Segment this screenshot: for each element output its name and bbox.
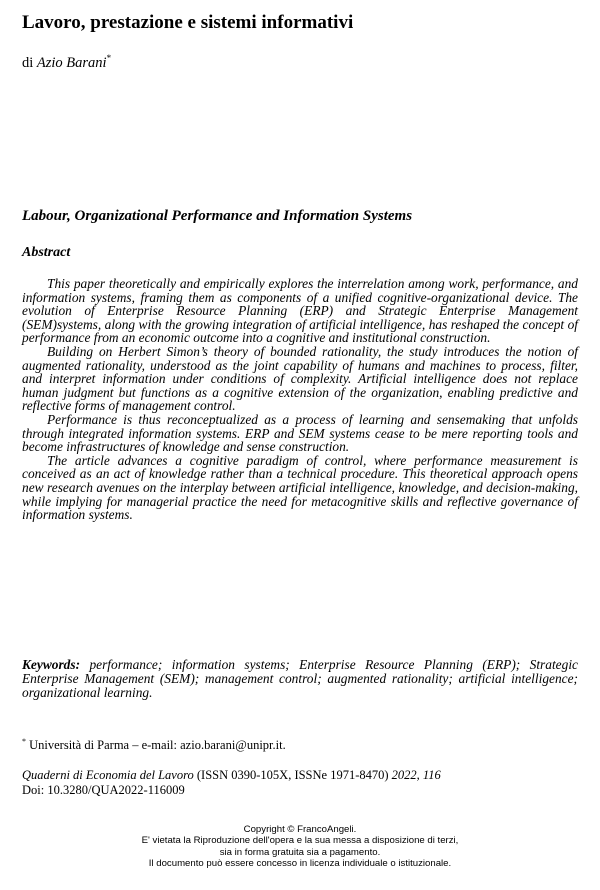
copyright-line: E' vietata la Riproduzione dell'opera e la sua messa a disposizione di terzi,: [141, 835, 459, 847]
journal-line: [22, 768, 441, 783]
journal-issue: 2022, 116: [391, 768, 441, 782]
author-affiliation-footnote: [22, 737, 286, 753]
keywords-text: performance; information systems; Enterprise Resource Planning (ERP); Strategic Enterprise Management (SEM); management control; augmented rationality; artificial intelligence; organizational learning.: [22, 657, 578, 700]
abstract-heading: Abstract: [22, 245, 71, 260]
journal-doi: Doi: 10.3280/QUA2022-116009: [22, 783, 185, 797]
copyright-line: sia in forma gratuita sia a pagamento.: [219, 846, 381, 858]
keywords-block: [22, 658, 578, 699]
affiliation-text: Università di Parma – e-mail: azio.barani@unipr.it.: [26, 738, 286, 753]
journal-issn: (ISSN 0390-105X, ISSNe 1971-8470): [193, 768, 392, 782]
author-footnote-mark: *: [106, 53, 112, 63]
journal-citation: [22, 768, 441, 798]
abstract-paragraph: This paper theoretically and empirically explores the interrelation among work, performance, and information systems, framing them as components of a unified cognitive-organizational device. The evolution of Enterprise Resource Planning (ERP) and Strategic Enterprise Management (SEM)systems, along with the growing integration of artificial intelligence, has reshaped the concept of performance from an economic outcome into a cognitive and institutional construction.: [22, 276, 578, 346]
abstract-paragraph: Building on Herbert Simon’s theory of bounded rationality, the study introduces the notion of augmented rationality, understood as the joint capability of humans and machines to process, filter, and interpret information under conditions of complexity. Artificial intelligence does not replace human judgment but functions as a cognitive extension of the organization, enabling predictive and reflective forms of management control.: [22, 343, 578, 414]
footnote-mark: *: [22, 737, 26, 746]
copyright-notice: [22, 824, 578, 870]
author-byline: [22, 53, 111, 72]
abstract-paragraph: Performance is thus reconceptualized as a process of learning and sensemaking that unfolds through integrated information systems. ERP and SEM systems cease to be mere reporting tools and become infrastructures of knowledge and sense construction.: [22, 411, 578, 455]
abstract-paragraph: The article advances a cognitive paradigm of control, where performance measurement is conceived as an act of knowledge rather than a technical procedure. This theoretical approach opens new research avenues on the interplay between artificial intelligence, knowledge, and decision-making, while implying for managerial practice the need for metacognitive skills and reflective governance of information systems.: [22, 452, 578, 523]
copyright-line: Il documento può essere concesso in licenza individuale o istituzionale.: [148, 858, 452, 870]
author-name: Azio Barani: [36, 54, 107, 71]
keywords-label: Keywords:: [22, 657, 81, 672]
abstract-body: [22, 277, 578, 522]
article-title: Lavoro, prestazione e sistemi informativi: [22, 12, 354, 33]
byline-prefix: di: [22, 54, 37, 71]
copyright-line: Copyright © FrancoAngeli.: [243, 824, 357, 835]
english-title: Labour, Organizational Performance and Information Systems: [22, 208, 413, 224]
journal-name: Quaderni di Economia del Lavoro: [22, 768, 194, 782]
